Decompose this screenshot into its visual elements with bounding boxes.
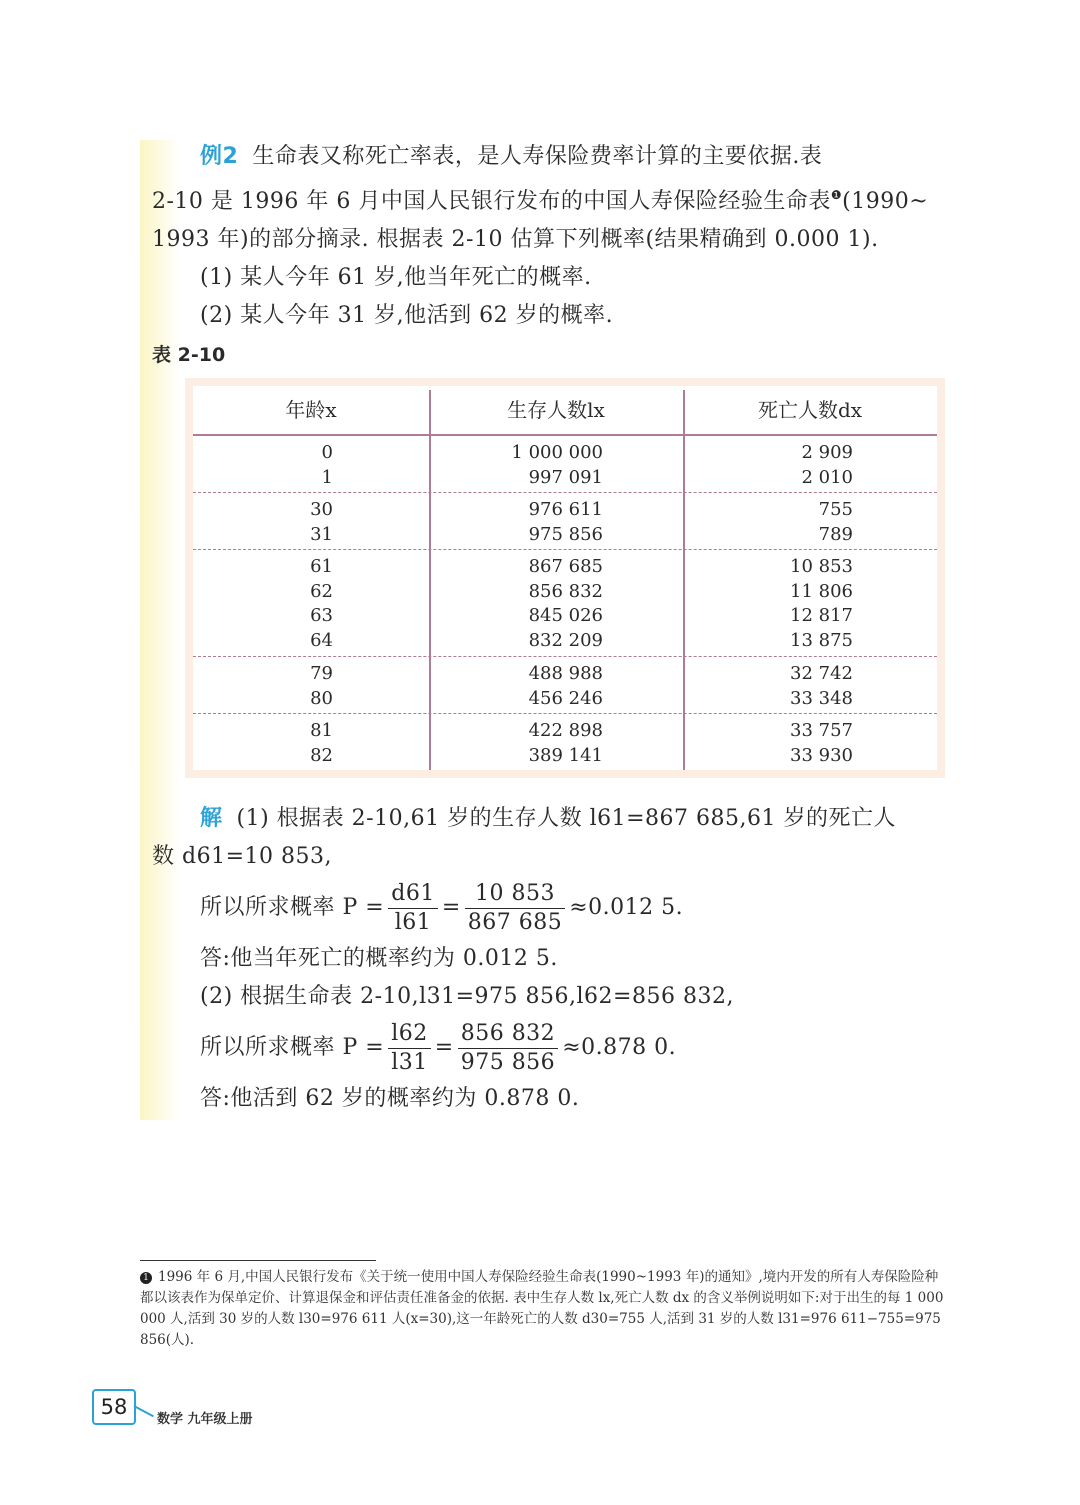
fraction-symbolic: $\frac{l62}{l31}$ [388,1020,431,1077]
age-cell: 0 1 [321,442,333,488]
life-table [185,378,945,778]
age-cell: 81 82 [310,720,333,766]
survivors-cell: 867 685 856 832 845 026 832 209 [528,556,603,651]
question-2: (2) 某人今年 31 岁,他活到 62 岁的概率. [200,303,614,328]
solution-part-2: (2) 根据生命表 2-10,l31=975 856,l62=856 832, [200,984,734,1009]
age-cell: 61 62 63 64 [310,556,333,651]
footnote-number: 1 [140,1272,152,1284]
answer-2: 答:他活到 62 岁的概率约为 0.878 0. [200,1086,580,1111]
deaths-cell: 10 853 11 806 12 817 13 875 [790,556,853,651]
survivors-cell: 488 988 456 246 [528,663,603,709]
survivors-cell: 976 611 975 856 [528,499,603,545]
fraction-numeric: $\frac{856 832}{975 856}$ [458,1020,558,1077]
solution-line-1: 解 (1) 根据表 2-10,61 岁的生存人数 l61=867 685,61 岁的死亡人 [200,806,896,831]
formula-1: 所以所求概率 P = $\frac{d61}{l61}$ = $\frac{10 853}{867 685}$ ≈0.012 5. [200,880,684,935]
solution-label: 解 [200,806,223,831]
formula-2: 所以所求概率 P = $\frac{l62}{l31}$ = $\frac{856 832}{975 856}$ ≈0.878 0. [200,1020,677,1075]
group-divider [193,549,937,550]
footnote-text: 1996 年 6 月,中国人民银行发布《关于统一使用中国人寿保险经验生命表(1990~1993 年)的通知》,境内开发的所有人寿保险险种都以该表作为保单定价、计算退保金和评估责任准备金的依据. 表中生存人数 lx,死亡人数 dx 的含义举例说明如下:对于出生的每 1 000 000 人,活到 30 岁的人数 l30=976 611 人(x=30),这一年龄死亡的人数 d30=755 人,活到 31 岁的人数 l31=976 611−755=975 856(人). [140,1269,944,1348]
question-1: (1) 某人今年 61 岁,他当年死亡的概率. [200,265,592,290]
header-deaths: 死亡人数dx [757,398,863,422]
example-line-2: 2-10 是 1996 年 6 月中国人民银行发布的中国人寿保险经验生命表$^❶$(1990~ [152,188,929,214]
group-divider [193,713,937,714]
group-divider [193,656,937,657]
page-number: 58 [92,1389,136,1425]
page-number-tail [134,1405,154,1417]
formula-result: ≈0.878 0. [562,1035,677,1060]
deaths-cell: 33 757 33 930 [790,720,853,766]
example-line-1: 例2 生命表又称死亡率表，是人寿保险费率计算的主要依据.表 [200,144,823,169]
solution-block [152,800,952,1118]
footnote [140,1267,950,1351]
footnote-marker[interactable]: ❶ [830,188,843,202]
formula-result: ≈0.012 5. [569,895,684,920]
table-row-group [193,662,937,712]
table-row-group [193,719,937,769]
survivors-cell: 422 898 389 141 [528,720,603,766]
age-cell: 30 31 [310,499,333,545]
book-title: 数学 九年级上册 [157,1412,253,1427]
answer-1: 答:他当年死亡的概率约为 0.012 5. [200,946,558,971]
footnote-rule [140,1260,376,1261]
deaths-cell: 755 789 [818,499,853,545]
fraction-numeric: $\frac{10 853}{867 685}$ [465,880,565,937]
group-divider [193,492,937,493]
deaths-cell: 2 909 2 010 [801,442,853,488]
table-row-group [193,555,937,655]
deaths-cell: 32 742 33 348 [790,663,853,709]
age-cell: 79 80 [310,663,333,709]
header-rule [193,434,937,436]
survivors-cell: 1 000 000 997 091 [511,442,603,488]
example-line-3: 1993 年)的部分摘录. 根据表 2-10 估算下列概率(结果精确到 0.000 1). [152,227,879,252]
example-label: 例2 [200,144,239,169]
table-label: 表 2-10 [152,344,226,366]
fraction-symbolic: $\frac{d61}{l61}$ [388,880,438,937]
solution-line-2: 数 d61=10 853, [152,844,332,869]
header-age: 年龄x [285,398,337,422]
header-survivors: 生存人数lx [507,398,605,422]
table-row-group [193,441,937,491]
table-row-group [193,498,937,548]
example-block [152,138,952,335]
